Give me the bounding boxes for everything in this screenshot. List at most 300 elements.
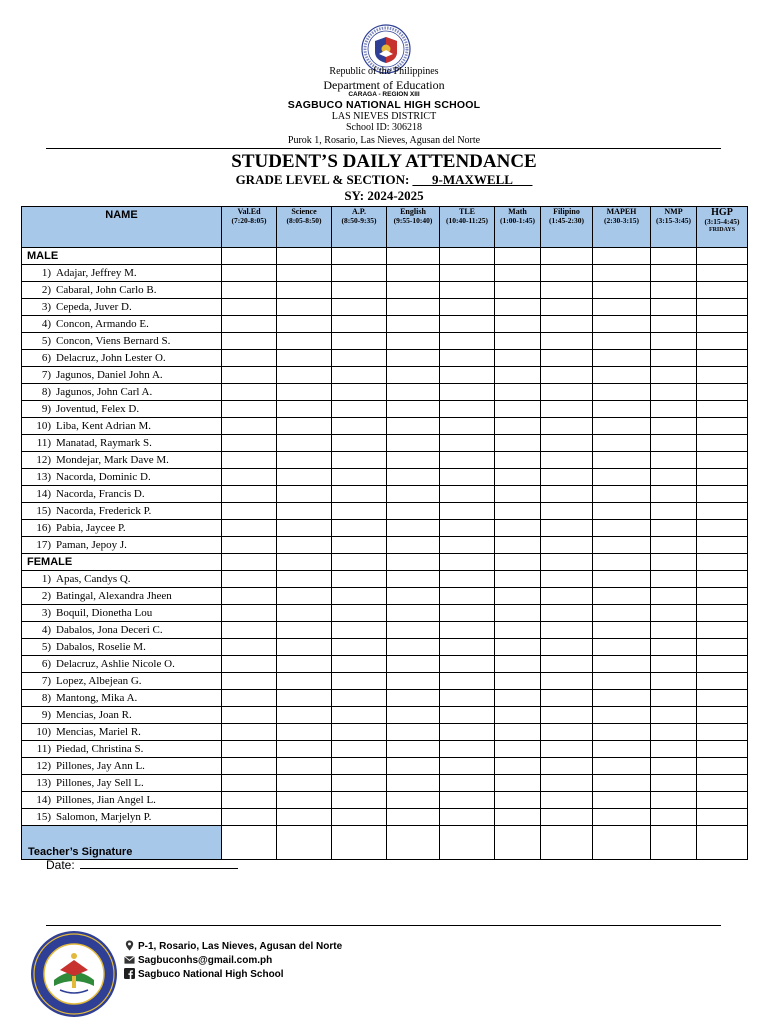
attendance-cell[interactable] bbox=[332, 809, 387, 826]
attendance-cell[interactable] bbox=[332, 571, 387, 588]
attendance-cell[interactable] bbox=[277, 401, 332, 418]
attendance-cell[interactable] bbox=[387, 571, 440, 588]
attendance-cell[interactable] bbox=[222, 333, 277, 350]
attendance-cell[interactable] bbox=[277, 554, 332, 571]
signature-cell[interactable] bbox=[697, 826, 748, 860]
attendance-cell[interactable] bbox=[697, 401, 748, 418]
attendance-cell[interactable] bbox=[593, 724, 651, 741]
attendance-cell[interactable] bbox=[495, 758, 541, 775]
attendance-cell[interactable] bbox=[697, 809, 748, 826]
attendance-cell[interactable] bbox=[387, 809, 440, 826]
attendance-cell[interactable] bbox=[222, 299, 277, 316]
attendance-cell[interactable] bbox=[277, 418, 332, 435]
attendance-cell[interactable] bbox=[277, 673, 332, 690]
attendance-cell[interactable] bbox=[593, 673, 651, 690]
attendance-cell[interactable] bbox=[541, 265, 593, 282]
attendance-cell[interactable] bbox=[222, 741, 277, 758]
attendance-cell[interactable] bbox=[387, 418, 440, 435]
attendance-cell[interactable] bbox=[440, 367, 495, 384]
attendance-cell[interactable] bbox=[332, 520, 387, 537]
attendance-cell[interactable] bbox=[697, 792, 748, 809]
attendance-cell[interactable] bbox=[332, 282, 387, 299]
attendance-cell[interactable] bbox=[593, 707, 651, 724]
attendance-cell[interactable] bbox=[222, 605, 277, 622]
attendance-cell[interactable] bbox=[593, 537, 651, 554]
attendance-cell[interactable] bbox=[222, 537, 277, 554]
attendance-cell[interactable] bbox=[651, 707, 697, 724]
attendance-cell[interactable] bbox=[277, 384, 332, 401]
attendance-cell[interactable] bbox=[541, 282, 593, 299]
attendance-cell[interactable] bbox=[440, 690, 495, 707]
attendance-cell[interactable] bbox=[593, 350, 651, 367]
attendance-cell[interactable] bbox=[440, 673, 495, 690]
attendance-cell[interactable] bbox=[387, 707, 440, 724]
attendance-cell[interactable] bbox=[440, 605, 495, 622]
attendance-cell[interactable] bbox=[593, 775, 651, 792]
attendance-cell[interactable] bbox=[541, 520, 593, 537]
attendance-cell[interactable] bbox=[332, 503, 387, 520]
attendance-cell[interactable] bbox=[387, 333, 440, 350]
attendance-cell[interactable] bbox=[277, 605, 332, 622]
attendance-cell[interactable] bbox=[222, 452, 277, 469]
attendance-cell[interactable] bbox=[277, 741, 332, 758]
attendance-cell[interactable] bbox=[222, 673, 277, 690]
attendance-cell[interactable] bbox=[651, 571, 697, 588]
attendance-cell[interactable] bbox=[222, 622, 277, 639]
attendance-cell[interactable] bbox=[440, 724, 495, 741]
attendance-cell[interactable] bbox=[651, 401, 697, 418]
attendance-cell[interactable] bbox=[440, 316, 495, 333]
attendance-cell[interactable] bbox=[387, 486, 440, 503]
attendance-cell[interactable] bbox=[541, 486, 593, 503]
attendance-cell[interactable] bbox=[387, 741, 440, 758]
attendance-cell[interactable] bbox=[593, 520, 651, 537]
attendance-cell[interactable] bbox=[332, 486, 387, 503]
attendance-cell[interactable] bbox=[593, 792, 651, 809]
attendance-cell[interactable] bbox=[697, 435, 748, 452]
attendance-cell[interactable] bbox=[332, 758, 387, 775]
attendance-cell[interactable] bbox=[440, 707, 495, 724]
attendance-cell[interactable] bbox=[440, 384, 495, 401]
attendance-cell[interactable] bbox=[387, 384, 440, 401]
attendance-cell[interactable] bbox=[541, 316, 593, 333]
attendance-cell[interactable] bbox=[440, 809, 495, 826]
attendance-cell[interactable] bbox=[440, 265, 495, 282]
attendance-cell[interactable] bbox=[387, 435, 440, 452]
attendance-cell[interactable] bbox=[277, 486, 332, 503]
attendance-cell[interactable] bbox=[697, 656, 748, 673]
attendance-cell[interactable] bbox=[541, 554, 593, 571]
attendance-cell[interactable] bbox=[593, 384, 651, 401]
attendance-cell[interactable] bbox=[332, 384, 387, 401]
signature-cell[interactable] bbox=[593, 826, 651, 860]
attendance-cell[interactable] bbox=[387, 588, 440, 605]
attendance-cell[interactable] bbox=[697, 299, 748, 316]
attendance-cell[interactable] bbox=[697, 248, 748, 265]
attendance-cell[interactable] bbox=[593, 656, 651, 673]
attendance-cell[interactable] bbox=[495, 673, 541, 690]
attendance-cell[interactable] bbox=[277, 316, 332, 333]
attendance-cell[interactable] bbox=[697, 384, 748, 401]
attendance-cell[interactable] bbox=[593, 690, 651, 707]
attendance-cell[interactable] bbox=[440, 282, 495, 299]
attendance-cell[interactable] bbox=[222, 656, 277, 673]
attendance-cell[interactable] bbox=[495, 690, 541, 707]
attendance-cell[interactable] bbox=[495, 656, 541, 673]
attendance-cell[interactable] bbox=[541, 503, 593, 520]
attendance-cell[interactable] bbox=[495, 741, 541, 758]
attendance-cell[interactable] bbox=[651, 384, 697, 401]
attendance-cell[interactable] bbox=[387, 758, 440, 775]
attendance-cell[interactable] bbox=[541, 469, 593, 486]
attendance-cell[interactable] bbox=[593, 622, 651, 639]
attendance-cell[interactable] bbox=[222, 248, 277, 265]
attendance-cell[interactable] bbox=[651, 588, 697, 605]
attendance-cell[interactable] bbox=[222, 401, 277, 418]
attendance-cell[interactable] bbox=[332, 554, 387, 571]
attendance-cell[interactable] bbox=[387, 656, 440, 673]
attendance-cell[interactable] bbox=[277, 724, 332, 741]
attendance-cell[interactable] bbox=[387, 622, 440, 639]
attendance-cell[interactable] bbox=[495, 282, 541, 299]
attendance-cell[interactable] bbox=[651, 656, 697, 673]
attendance-cell[interactable] bbox=[541, 384, 593, 401]
attendance-cell[interactable] bbox=[495, 367, 541, 384]
attendance-cell[interactable] bbox=[387, 452, 440, 469]
attendance-cell[interactable] bbox=[541, 724, 593, 741]
attendance-cell[interactable] bbox=[440, 299, 495, 316]
attendance-cell[interactable] bbox=[332, 265, 387, 282]
attendance-cell[interactable] bbox=[387, 775, 440, 792]
attendance-cell[interactable] bbox=[440, 503, 495, 520]
attendance-cell[interactable] bbox=[651, 809, 697, 826]
attendance-cell[interactable] bbox=[495, 520, 541, 537]
attendance-cell[interactable] bbox=[332, 605, 387, 622]
attendance-cell[interactable] bbox=[541, 809, 593, 826]
attendance-cell[interactable] bbox=[593, 554, 651, 571]
attendance-cell[interactable] bbox=[277, 333, 332, 350]
attendance-cell[interactable] bbox=[332, 333, 387, 350]
attendance-cell[interactable] bbox=[440, 435, 495, 452]
attendance-cell[interactable] bbox=[277, 435, 332, 452]
attendance-cell[interactable] bbox=[541, 792, 593, 809]
attendance-cell[interactable] bbox=[440, 792, 495, 809]
attendance-cell[interactable] bbox=[495, 724, 541, 741]
attendance-cell[interactable] bbox=[387, 792, 440, 809]
attendance-cell[interactable] bbox=[495, 537, 541, 554]
attendance-cell[interactable] bbox=[651, 724, 697, 741]
attendance-cell[interactable] bbox=[593, 605, 651, 622]
attendance-cell[interactable] bbox=[651, 622, 697, 639]
attendance-cell[interactable] bbox=[222, 520, 277, 537]
attendance-cell[interactable] bbox=[332, 452, 387, 469]
attendance-cell[interactable] bbox=[440, 639, 495, 656]
attendance-cell[interactable] bbox=[387, 282, 440, 299]
attendance-cell[interactable] bbox=[697, 571, 748, 588]
attendance-cell[interactable] bbox=[332, 741, 387, 758]
attendance-cell[interactable] bbox=[593, 741, 651, 758]
attendance-cell[interactable] bbox=[541, 571, 593, 588]
attendance-cell[interactable] bbox=[593, 401, 651, 418]
attendance-cell[interactable] bbox=[651, 452, 697, 469]
attendance-cell[interactable] bbox=[495, 622, 541, 639]
attendance-cell[interactable] bbox=[541, 673, 593, 690]
attendance-cell[interactable] bbox=[495, 248, 541, 265]
signature-cell[interactable] bbox=[651, 826, 697, 860]
attendance-cell[interactable] bbox=[495, 435, 541, 452]
attendance-cell[interactable] bbox=[277, 588, 332, 605]
attendance-cell[interactable] bbox=[593, 282, 651, 299]
attendance-cell[interactable] bbox=[495, 588, 541, 605]
attendance-cell[interactable] bbox=[651, 673, 697, 690]
attendance-cell[interactable] bbox=[697, 758, 748, 775]
attendance-cell[interactable] bbox=[593, 435, 651, 452]
attendance-cell[interactable] bbox=[541, 435, 593, 452]
attendance-cell[interactable] bbox=[593, 452, 651, 469]
attendance-cell[interactable] bbox=[440, 588, 495, 605]
attendance-cell[interactable] bbox=[593, 571, 651, 588]
attendance-cell[interactable] bbox=[651, 248, 697, 265]
attendance-cell[interactable] bbox=[332, 401, 387, 418]
attendance-cell[interactable] bbox=[593, 469, 651, 486]
attendance-cell[interactable] bbox=[495, 809, 541, 826]
attendance-cell[interactable] bbox=[332, 656, 387, 673]
date-blank-line[interactable] bbox=[80, 858, 238, 869]
attendance-cell[interactable] bbox=[332, 724, 387, 741]
attendance-cell[interactable] bbox=[440, 469, 495, 486]
attendance-cell[interactable] bbox=[440, 758, 495, 775]
attendance-cell[interactable] bbox=[651, 435, 697, 452]
attendance-cell[interactable] bbox=[495, 639, 541, 656]
attendance-cell[interactable] bbox=[697, 622, 748, 639]
attendance-cell[interactable] bbox=[541, 248, 593, 265]
attendance-cell[interactable] bbox=[541, 418, 593, 435]
attendance-cell[interactable] bbox=[697, 690, 748, 707]
attendance-cell[interactable] bbox=[387, 503, 440, 520]
attendance-cell[interactable] bbox=[277, 571, 332, 588]
signature-cell[interactable] bbox=[277, 826, 332, 860]
attendance-cell[interactable] bbox=[277, 639, 332, 656]
attendance-cell[interactable] bbox=[222, 503, 277, 520]
attendance-cell[interactable] bbox=[277, 622, 332, 639]
attendance-cell[interactable] bbox=[440, 571, 495, 588]
attendance-cell[interactable] bbox=[593, 248, 651, 265]
attendance-cell[interactable] bbox=[651, 639, 697, 656]
signature-cell[interactable] bbox=[541, 826, 593, 860]
signature-cell[interactable] bbox=[332, 826, 387, 860]
attendance-cell[interactable] bbox=[593, 503, 651, 520]
attendance-cell[interactable] bbox=[332, 673, 387, 690]
attendance-cell[interactable] bbox=[222, 690, 277, 707]
attendance-cell[interactable] bbox=[387, 537, 440, 554]
attendance-cell[interactable] bbox=[332, 622, 387, 639]
attendance-cell[interactable] bbox=[697, 520, 748, 537]
attendance-cell[interactable] bbox=[440, 775, 495, 792]
attendance-cell[interactable] bbox=[222, 384, 277, 401]
attendance-cell[interactable] bbox=[440, 486, 495, 503]
attendance-cell[interactable] bbox=[387, 299, 440, 316]
attendance-cell[interactable] bbox=[440, 418, 495, 435]
attendance-cell[interactable] bbox=[697, 469, 748, 486]
attendance-cell[interactable] bbox=[440, 537, 495, 554]
attendance-cell[interactable] bbox=[222, 775, 277, 792]
attendance-cell[interactable] bbox=[440, 401, 495, 418]
attendance-cell[interactable] bbox=[697, 741, 748, 758]
attendance-cell[interactable] bbox=[541, 401, 593, 418]
attendance-cell[interactable] bbox=[277, 707, 332, 724]
attendance-cell[interactable] bbox=[697, 418, 748, 435]
attendance-cell[interactable] bbox=[222, 639, 277, 656]
attendance-cell[interactable] bbox=[222, 367, 277, 384]
attendance-cell[interactable] bbox=[593, 333, 651, 350]
attendance-cell[interactable] bbox=[651, 792, 697, 809]
attendance-cell[interactable] bbox=[332, 690, 387, 707]
attendance-cell[interactable] bbox=[387, 248, 440, 265]
attendance-cell[interactable] bbox=[332, 248, 387, 265]
attendance-cell[interactable] bbox=[651, 367, 697, 384]
attendance-cell[interactable] bbox=[495, 316, 541, 333]
attendance-cell[interactable] bbox=[541, 537, 593, 554]
attendance-cell[interactable] bbox=[495, 707, 541, 724]
attendance-cell[interactable] bbox=[541, 639, 593, 656]
attendance-cell[interactable] bbox=[651, 554, 697, 571]
attendance-cell[interactable] bbox=[387, 554, 440, 571]
attendance-cell[interactable] bbox=[495, 554, 541, 571]
attendance-cell[interactable] bbox=[593, 809, 651, 826]
attendance-cell[interactable] bbox=[277, 452, 332, 469]
attendance-cell[interactable] bbox=[440, 520, 495, 537]
attendance-cell[interactable] bbox=[222, 486, 277, 503]
attendance-cell[interactable] bbox=[651, 265, 697, 282]
attendance-cell[interactable] bbox=[332, 537, 387, 554]
attendance-cell[interactable] bbox=[387, 690, 440, 707]
attendance-cell[interactable] bbox=[697, 639, 748, 656]
attendance-cell[interactable] bbox=[332, 639, 387, 656]
attendance-cell[interactable] bbox=[332, 707, 387, 724]
attendance-cell[interactable] bbox=[277, 809, 332, 826]
attendance-cell[interactable] bbox=[697, 350, 748, 367]
attendance-cell[interactable] bbox=[697, 452, 748, 469]
attendance-cell[interactable] bbox=[277, 367, 332, 384]
attendance-cell[interactable] bbox=[332, 367, 387, 384]
signature-cell[interactable] bbox=[440, 826, 495, 860]
attendance-cell[interactable] bbox=[440, 622, 495, 639]
attendance-cell[interactable] bbox=[593, 758, 651, 775]
attendance-cell[interactable] bbox=[277, 758, 332, 775]
attendance-cell[interactable] bbox=[440, 656, 495, 673]
attendance-cell[interactable] bbox=[593, 418, 651, 435]
attendance-cell[interactable] bbox=[440, 452, 495, 469]
attendance-cell[interactable] bbox=[332, 792, 387, 809]
attendance-cell[interactable] bbox=[277, 248, 332, 265]
attendance-cell[interactable] bbox=[222, 724, 277, 741]
attendance-cell[interactable] bbox=[541, 299, 593, 316]
attendance-cell[interactable] bbox=[387, 401, 440, 418]
attendance-cell[interactable] bbox=[541, 350, 593, 367]
attendance-cell[interactable] bbox=[593, 265, 651, 282]
attendance-cell[interactable] bbox=[495, 265, 541, 282]
attendance-cell[interactable] bbox=[697, 588, 748, 605]
attendance-cell[interactable] bbox=[541, 656, 593, 673]
attendance-cell[interactable] bbox=[651, 758, 697, 775]
attendance-cell[interactable] bbox=[222, 758, 277, 775]
attendance-cell[interactable] bbox=[387, 265, 440, 282]
footer-facebook-text[interactable]: Sagbuco National High School bbox=[138, 969, 284, 980]
attendance-cell[interactable] bbox=[697, 333, 748, 350]
attendance-cell[interactable] bbox=[222, 282, 277, 299]
attendance-cell[interactable] bbox=[541, 758, 593, 775]
attendance-cell[interactable] bbox=[697, 673, 748, 690]
attendance-cell[interactable] bbox=[440, 248, 495, 265]
attendance-cell[interactable] bbox=[222, 316, 277, 333]
attendance-cell[interactable] bbox=[332, 775, 387, 792]
attendance-cell[interactable] bbox=[277, 656, 332, 673]
attendance-cell[interactable] bbox=[222, 571, 277, 588]
attendance-cell[interactable] bbox=[697, 605, 748, 622]
attendance-cell[interactable] bbox=[387, 673, 440, 690]
attendance-cell[interactable] bbox=[495, 418, 541, 435]
attendance-cell[interactable] bbox=[593, 299, 651, 316]
attendance-cell[interactable] bbox=[222, 809, 277, 826]
attendance-cell[interactable] bbox=[277, 350, 332, 367]
attendance-cell[interactable] bbox=[222, 435, 277, 452]
attendance-cell[interactable] bbox=[277, 792, 332, 809]
attendance-cell[interactable] bbox=[440, 333, 495, 350]
attendance-cell[interactable] bbox=[332, 435, 387, 452]
attendance-cell[interactable] bbox=[697, 775, 748, 792]
attendance-cell[interactable] bbox=[541, 690, 593, 707]
attendance-cell[interactable] bbox=[651, 520, 697, 537]
attendance-cell[interactable] bbox=[651, 741, 697, 758]
attendance-cell[interactable] bbox=[387, 350, 440, 367]
attendance-cell[interactable] bbox=[222, 265, 277, 282]
attendance-cell[interactable] bbox=[697, 282, 748, 299]
attendance-cell[interactable] bbox=[593, 316, 651, 333]
attendance-cell[interactable] bbox=[495, 401, 541, 418]
attendance-cell[interactable] bbox=[440, 350, 495, 367]
attendance-cell[interactable] bbox=[387, 316, 440, 333]
attendance-cell[interactable] bbox=[651, 503, 697, 520]
attendance-cell[interactable] bbox=[697, 265, 748, 282]
attendance-cell[interactable] bbox=[440, 741, 495, 758]
attendance-cell[interactable] bbox=[495, 775, 541, 792]
attendance-cell[interactable] bbox=[651, 333, 697, 350]
attendance-cell[interactable] bbox=[495, 333, 541, 350]
attendance-cell[interactable] bbox=[541, 452, 593, 469]
attendance-cell[interactable] bbox=[651, 605, 697, 622]
signature-cell[interactable] bbox=[222, 826, 277, 860]
attendance-cell[interactable] bbox=[697, 707, 748, 724]
attendance-cell[interactable] bbox=[541, 333, 593, 350]
signature-cell[interactable] bbox=[495, 826, 541, 860]
attendance-cell[interactable] bbox=[495, 503, 541, 520]
attendance-cell[interactable] bbox=[387, 520, 440, 537]
attendance-cell[interactable] bbox=[697, 724, 748, 741]
attendance-cell[interactable] bbox=[495, 299, 541, 316]
attendance-cell[interactable] bbox=[277, 775, 332, 792]
attendance-cell[interactable] bbox=[495, 792, 541, 809]
attendance-cell[interactable] bbox=[277, 282, 332, 299]
footer-email-text[interactable]: Sagbuconhs@gmail.com.ph bbox=[138, 955, 273, 966]
attendance-cell[interactable] bbox=[651, 350, 697, 367]
attendance-cell[interactable] bbox=[495, 486, 541, 503]
attendance-cell[interactable] bbox=[697, 486, 748, 503]
attendance-cell[interactable] bbox=[387, 639, 440, 656]
attendance-cell[interactable] bbox=[277, 690, 332, 707]
attendance-cell[interactable] bbox=[651, 690, 697, 707]
attendance-cell[interactable] bbox=[387, 367, 440, 384]
attendance-cell[interactable] bbox=[222, 792, 277, 809]
